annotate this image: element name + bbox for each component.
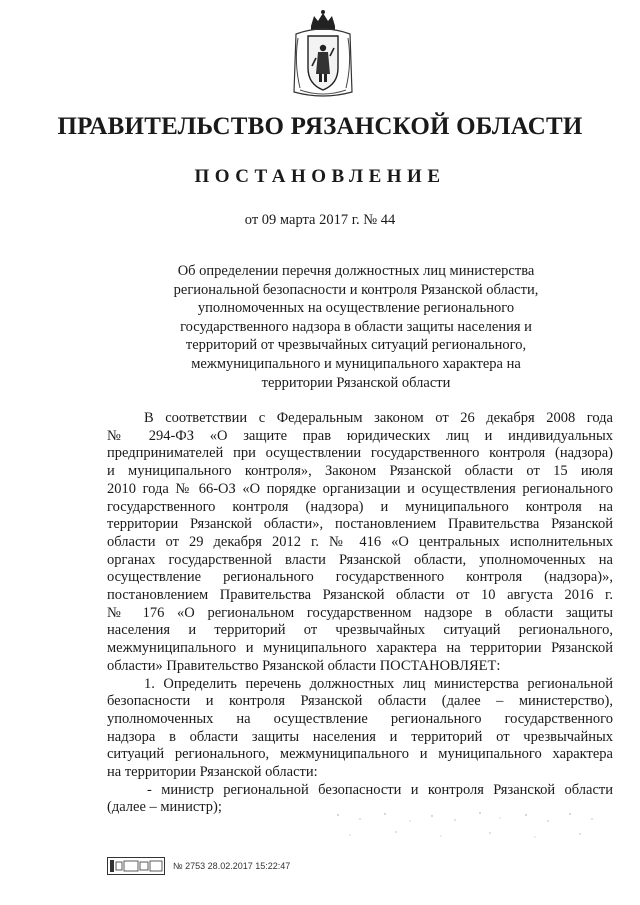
body-line: государственного контроля (надзора) и муниципального контроля на — [107, 498, 613, 515]
subject-line: региональной безопасности и контроля Рязанской области, — [173, 281, 539, 298]
body-line: уполномоченных на осуществление регионального государственного — [107, 710, 613, 727]
body-line: территории Рязанской области», постановлением Правительства Рязанской — [107, 516, 613, 533]
document-type: ПОСТАНОВЛЕНИЕ — [194, 166, 446, 187]
body-line: органах государственной власти Рязанской области, уполномоченных на — [107, 551, 613, 568]
subject-line: межмуниципального и муниципального характера на — [191, 355, 521, 372]
document-date-number: от 09 марта 2017 г. № 44 — [244, 212, 396, 228]
body-line: предпринимателей при осуществлении государственного контроля (надзора) — [107, 445, 613, 462]
subject-line: территории Рязанской области — [261, 374, 451, 391]
document-body — [107, 410, 613, 817]
body-line: ситуаций регионального, межмуниципального и муниципального характера — [107, 746, 613, 763]
preamble-paragraph — [107, 410, 613, 676]
registration-number: № 2753 28.02.2017 15:22:47 — [173, 861, 291, 871]
subject-line: территорий от чрезвычайных ситуаций регионального, — [185, 337, 527, 354]
body-line: - министр региональной безопасности и контроля Рязанской области — [147, 781, 613, 798]
body-line: В соответствии с Федеральным законом от 26 декабря 2008 года — [144, 410, 613, 426]
subject-line: Об определении перечня должностных лиц министерства — [177, 263, 535, 279]
body-line: осуществление регионального государственного контроля (надзора)», — [107, 569, 613, 586]
body-line: области от 29 декабря 2012 г. № 416 «О центральных исполнительных — [107, 533, 613, 550]
document-subject — [168, 262, 544, 392]
body-line: межмуниципального и муниципального характера на территории Рязанской — [107, 640, 613, 657]
document-footer — [107, 855, 290, 877]
body-line: области» Правительство Рязанской области ПОСТАНОВЛЯЕТ: — [107, 657, 501, 674]
body-line: 2010 года № 66-ОЗ «О порядке организации и осуществления регионального — [107, 480, 613, 497]
body-line: безопасности и контроля Рязанской области (далее – министерство), — [107, 693, 613, 710]
government-title: ПРАВИТЕЛЬСТВО РЯЗАНСКОЙ ОБЛАСТИ — [57, 113, 583, 140]
body-line: на территории Рязанской области: — [107, 764, 318, 781]
body-line: (далее – министр); — [107, 799, 222, 816]
body-line: постановлением Правительства Рязанской области от 10 августа 2016 г. — [107, 587, 613, 604]
body-line: 1. Определить перечень должностных лиц министерства региональной — [144, 675, 613, 692]
body-line: № 176 «О региональном государственном надзоре в области защиты — [107, 604, 613, 621]
registration-stamp-icon — [107, 857, 165, 875]
item-1-paragraph — [107, 676, 613, 782]
ryazan-coat-of-arms-icon — [290, 8, 356, 100]
body-line: и муниципального контроля», Законом Рязанской области от 15 июля — [107, 463, 613, 480]
subject-line: уполномоченных на осуществление регионального — [197, 300, 515, 317]
body-line: надзора в области защиты населения и территорий от чрезвычайных — [107, 728, 613, 745]
body-line: населения и территорий от чрезвычайных ситуаций регионального, — [107, 622, 613, 639]
item-1-sub-paragraph — [107, 782, 613, 817]
body-line: № 294-ФЗ «О защите прав юридических лиц и индивидуальных — [107, 427, 613, 444]
subject-line: государственного надзора в области защиты населения и — [180, 318, 532, 335]
